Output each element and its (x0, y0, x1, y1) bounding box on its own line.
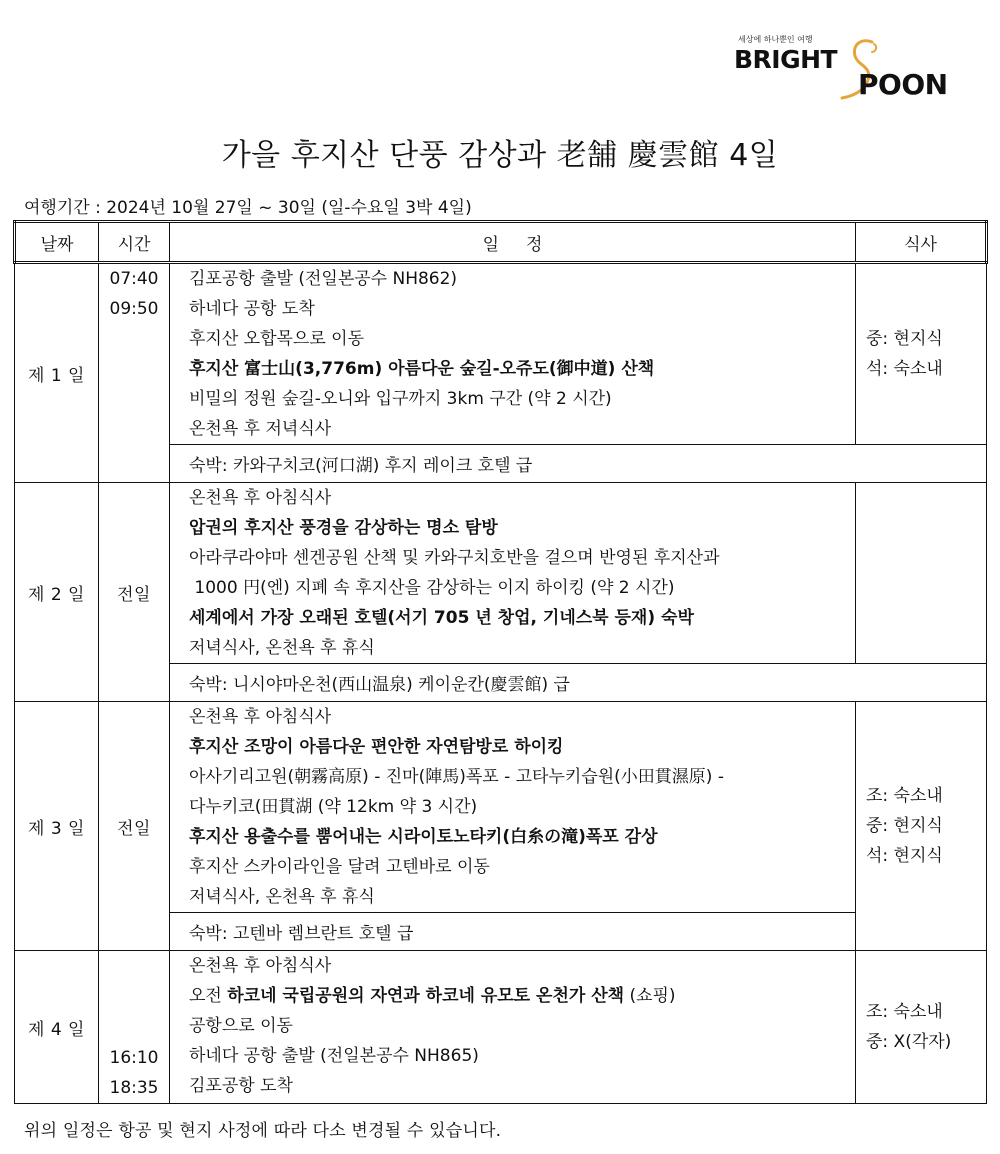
itinerary-highlight: 세계에서 가장 오래된 호텔(서기 705 년 창업, 기네스북 등재) 숙박 (189, 608, 694, 628)
itinerary-items (170, 263, 856, 445)
itinerary-item-suffix: (쇼핑) (624, 986, 676, 1006)
day-4-row (15, 951, 987, 1104)
meal-item: 조: 숙소내 (866, 1002, 943, 1022)
time-value: 16:10 (109, 1048, 159, 1068)
meal-cell (856, 702, 987, 951)
itinerary-highlight: 후지산 富士山(3,776m) 아름다운 숲길-오쥬도(御中道) 산책 (189, 359, 655, 379)
day-label: 제 2 일 (15, 483, 99, 702)
itinerary-highlight: 후지산 용출수를 뿜어내는 시라이토노타키(白糸の滝)폭포 감상 (189, 827, 658, 847)
itinerary-highlight: 압권의 후지산 풍경을 감상하는 명소 탐방 (189, 518, 498, 538)
logo-text-bright: BRIGHT (734, 45, 838, 74)
itinerary-item: 다누키코(田貫湖 (약 12km 약 3 시간) (189, 797, 478, 817)
itinerary-table (13, 220, 988, 1104)
day-times (99, 263, 170, 483)
travel-period: 여행기간 : 2024년 10월 27일 ~ 30일 (일-수요일 3박 4일) (24, 198, 472, 218)
itinerary-item: 아라쿠라야마 센겐공원 산책 및 카와구치호반을 걸으며 반영된 후지산과 (189, 548, 720, 568)
day-3-row (15, 702, 987, 913)
footer-note: 위의 일정은 항공 및 현지 사정에 따라 다소 변경될 수 있습니다. (24, 1121, 502, 1141)
itinerary-items (170, 483, 856, 664)
itinerary-highlight: 후지산 조망이 아름다운 편안한 자연탐방로 하이킹 (189, 737, 564, 757)
itinerary-item: 김포공항 출발 (전일본공수 NH862) (189, 269, 458, 289)
meal-cell (856, 263, 987, 445)
itinerary-item: 온천욕 후 아침식사 (189, 488, 332, 508)
day-label: 제 1 일 (15, 263, 99, 483)
meal-item: 조: 숙소내 (866, 786, 943, 806)
itinerary-item: 온천욕 후 아침식사 (189, 707, 332, 727)
time-value: 07:40 (109, 269, 159, 289)
itinerary-item: 아사기리고원(朝霧高原) - 진마(陣馬)폭포 - 고타누키습원(小田貫濕原) - (189, 767, 724, 787)
meal-item: 중: 현지식 (866, 816, 943, 836)
itinerary-item (189, 981, 855, 1011)
hotel-info: 숙박: 카와구치코(河口湖) 후지 레이크 호텔 급 (170, 445, 987, 483)
meal-cell (856, 951, 987, 1104)
day-1-row (15, 263, 987, 445)
itinerary-item: 저녁식사, 온천욕 후 휴식 (189, 887, 375, 907)
day-times (99, 951, 170, 1104)
meal-item: 중: 현지식 (866, 329, 943, 349)
itinerary-item: 하네다 공항 도착 (189, 299, 315, 319)
meal-item: 중: X(각자) (866, 1032, 952, 1052)
logo-text-poon: POON (858, 68, 948, 101)
hotel-info: 숙박: 니시야마온천(西山温泉) 케이운칸(慶雲館) 급 (170, 664, 987, 702)
page-title: 가을 후지산 단풍 감상과 老舗 慶雲館 4일 (221, 138, 779, 173)
meal-item: 석: 숙소내 (866, 359, 943, 379)
itinerary-item: 1000 円(엔) 지폐 속 후지산을 감상하는 이지 하이킹 (약 2 시간) (189, 578, 675, 598)
logo-tagline: 세상에 하나뿐인 여행 (738, 35, 813, 44)
day-time-text: 전일 (99, 702, 170, 951)
header-itinerary: 일 정 (170, 222, 856, 263)
header-time: 시간 (99, 222, 170, 263)
table-header-row (15, 222, 987, 263)
itinerary-items (170, 951, 856, 1104)
day-label: 제 4 일 (15, 951, 99, 1104)
itinerary-item: 온천욕 후 저녁식사 (189, 419, 332, 439)
itinerary-highlight: 하코네 국립공원의 자연과 하코네 유모토 온천가 산책 (227, 986, 625, 1006)
day-label: 제 3 일 (15, 702, 99, 951)
hotel-info: 숙박: 고텐바 렘브란트 호텔 급 (170, 913, 856, 951)
itinerary-item-prefix: 오전 (189, 986, 228, 1006)
itinerary-item: 김포공항 도착 (189, 1076, 293, 1096)
day-time-text: 전일 (99, 483, 170, 702)
meal-cell (856, 483, 987, 664)
time-value: 09:50 (109, 299, 159, 319)
itinerary-item: 하네다 공항 출발 (전일본공수 NH865) (189, 1046, 479, 1066)
itinerary-item: 공항으로 이동 (189, 1016, 293, 1036)
itinerary-item: 후지산 오합목으로 이동 (189, 329, 365, 349)
day-2-row (15, 483, 987, 664)
itinerary-item: 온천욕 후 아침식사 (189, 956, 332, 976)
itinerary-item: 후지산 스카이라인을 달려 고텐바로 이동 (189, 857, 490, 877)
brand-logo (734, 34, 946, 102)
itinerary-item: 저녁식사, 온천욕 후 휴식 (189, 638, 375, 658)
header-meal: 식사 (856, 222, 987, 263)
meal-item: 석: 현지식 (866, 846, 943, 866)
time-value: 18:35 (109, 1078, 159, 1098)
itinerary-item: 비밀의 정원 숲길-오니와 입구까지 3km 구간 (약 2 시간) (189, 389, 612, 409)
header-date: 날짜 (15, 222, 99, 263)
itinerary-items (170, 702, 856, 913)
